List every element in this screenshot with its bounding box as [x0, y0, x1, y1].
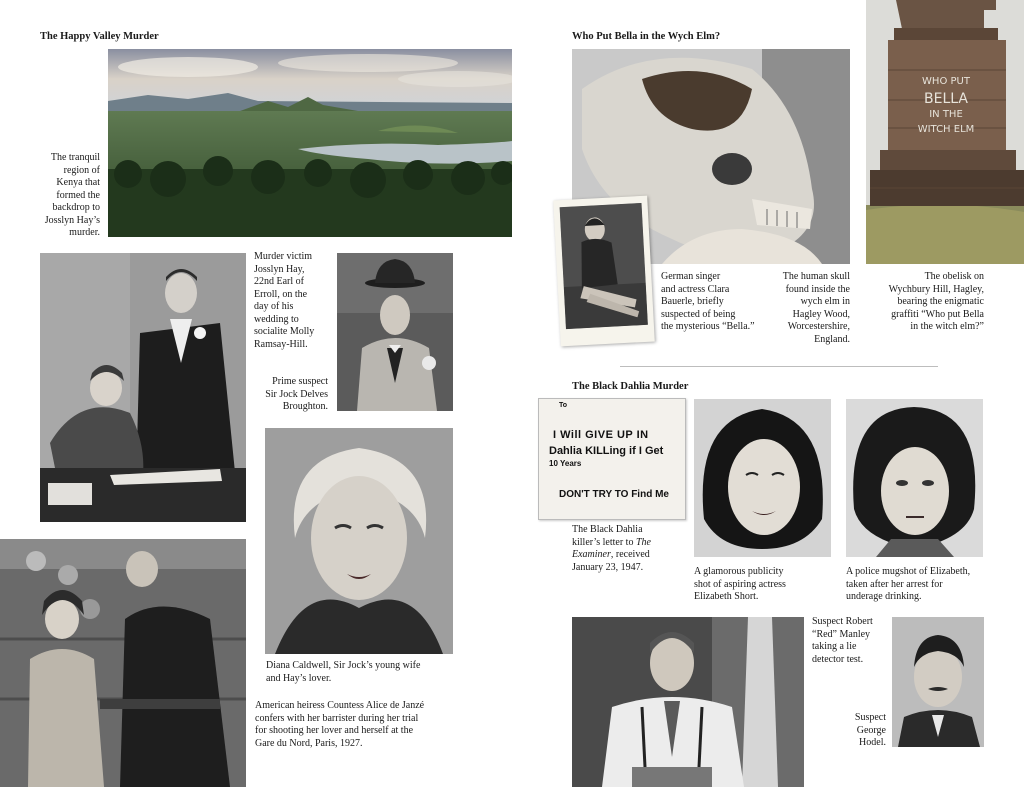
letter-line-2: Dahlia KILLing if I Get	[549, 445, 664, 457]
caption-skull: The human skull found inside the wych elm in Hagley Wood, Worcestershire, England.	[782, 271, 850, 345]
caption-black-dahlia-letter: The Black Dahlia killer’s letter to The Examiner, received January 23, 1947.	[572, 524, 651, 573]
caption-glamour-shot: A glamorous publicity shot of aspiring actress Elizabeth Short.	[694, 566, 786, 602]
kenya-landscape-photo	[108, 49, 512, 237]
caption-prime-suspect: Prime suspect Sir Jock Delves Broughton.	[265, 376, 328, 412]
elizabeth-short-mugshot	[846, 399, 983, 557]
caption-obelisk: The obelisk on Wychbury Hill, Hagley, bearing the enigmatic graffiti “Who put Bella in the witch elm?”	[888, 271, 984, 332]
caption-george-hodel: Suspect George Hodel.	[854, 712, 886, 748]
black-dahlia-letter	[538, 398, 686, 520]
caption-clara-bauerle: German singer and actress Clara Bauerle, briefly suspected of being the mysterious “Bella.”	[661, 271, 755, 332]
graffiti-line-1: WHO PUT	[922, 76, 970, 87]
clara-bauerle-photo-frame	[553, 196, 655, 347]
caption-murder-victim: Murder victim Josslyn Hay, 22nd Earl of Erroll, on the day of his wedding to socialite Molly Ramsay-Hill.	[254, 251, 315, 350]
graffiti-line-4: WITCH ELM	[917, 124, 975, 135]
sir-jock-photo	[337, 253, 453, 411]
george-hodel-photo	[892, 617, 984, 747]
letter-to: To	[559, 402, 568, 409]
caption-kenya: The tranquil region of Kenya that formed the backdrop to Josslyn Hay’s murder.	[44, 152, 100, 238]
clara-bauerle-photo	[560, 203, 648, 329]
robert-manley-lie-detector-photo	[572, 617, 804, 787]
diana-caldwell-photo	[265, 428, 453, 654]
obelisk-photo	[866, 0, 1024, 264]
letter-line-4: DON'T TRY TO Find Me	[559, 489, 669, 500]
letter-line-3: 10 Years	[549, 459, 582, 468]
section-title-black-dahlia: The Black Dahlia Murder	[572, 381, 689, 392]
caption-mugshot: A police mugshot of Elizabeth, taken after her arrest for underage drinking.	[846, 566, 971, 602]
alice-de-janze-trial-photo	[0, 539, 246, 787]
caption-robert-manley: Suspect Robert “Red” Manley taking a lie detector test.	[812, 616, 873, 665]
graffiti-line-3: IN THE	[929, 109, 963, 120]
section-divider	[620, 366, 938, 367]
letter-line-1: I Will GIVE UP IN	[553, 429, 649, 441]
caption-alice-de-janze: American heiress Countess Alice de Janzé confers with her barrister during her trial for shooting her lover and herself at the Gare du Nord, Paris, 1927.	[255, 700, 425, 749]
elizabeth-short-glamour-photo	[694, 399, 831, 557]
section-title-happy-valley: The Happy Valley Murder	[40, 31, 159, 42]
wedding-photo	[40, 253, 246, 522]
graffiti-line-2: BELLA	[924, 91, 968, 107]
section-title-wych-elm: Who Put Bella in the Wych Elm?	[572, 31, 721, 42]
caption-diana: Diana Caldwell, Sir Jock’s young wife and Hay’s lover.	[266, 660, 421, 684]
